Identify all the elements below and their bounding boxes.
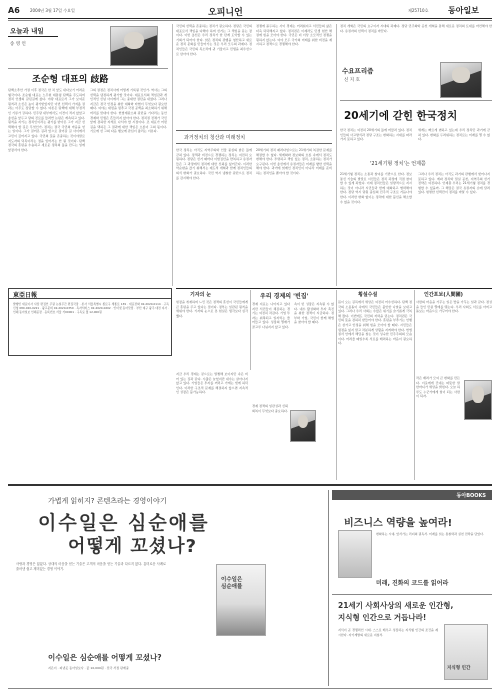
author-name: 송 영 언 <box>10 42 26 47</box>
middle-body-lower-left: 한국 정치는 아직도 지역주의와 인물 중심의 낡은 틀에 갇혀 있다. 정책과 비전으로 경쟁하는 정치는 여전히 요원하다. 정당은 선거 때마다 이합집산을 반복하고 유권자들은 그 과정에서 정치에 대한 신뢰를 잃어간다. 이러한 악순환을 끊기 위해서는 제도적 개혁과 함께 정치인들의 의식 변화가 필요하다. 국민 역시 냉철한 판단으로 정치를 감시해야 한다. <box>176 148 252 180</box>
column-prism <box>340 24 492 286</box>
strip-divider <box>250 290 251 370</box>
ad-top-rule <box>8 484 492 486</box>
middle-body-lower-right: 20세기의 정치 패러다임으로는 21세기의 복잡한 문제를 해결할 수 없다. 세계화와 정보화의 흐름 속에서 정치도 변해야 한다. 투명하고 책임 있는 정치, 소통하는 정치가 요구된다. 이번 총선에서 유권자들은 미래를 향한 선택을 해야 한다. 과거에 얽매인 정치인이 아니라 미래를 준비하는 정치인을 뽑아야 할 것이다. <box>256 148 332 175</box>
ad-right-headline: 비즈니스 역량을 높여라! <box>344 518 453 529</box>
strip-author-photo <box>290 410 316 442</box>
section-title: 오피니언 <box>208 8 243 18</box>
author-name: 신 지 호 <box>344 78 360 83</box>
title-rule <box>340 100 492 101</box>
ad-right-header <box>332 490 492 500</box>
ad-tagline: 가볍게 읽히지? 콘텐츠라는 경영이야기 <box>48 497 167 505</box>
ad-book-cover <box>216 564 266 636</box>
column-label: 오늘과 내일 <box>10 27 44 35</box>
author-photo <box>110 26 158 66</box>
header-rule-thin <box>8 20 492 21</box>
issue-number: 제25710호 <box>408 8 429 13</box>
ad-bottom-rule <box>8 688 492 689</box>
strip-rule <box>176 288 492 289</box>
masthead-title-bar <box>9 289 171 299</box>
subsection-box <box>176 130 332 144</box>
prism-body-left: 한국 정치는 여전히 20세기의 틀에 머물러 있다. 정치인들의 사고방식과 정당 구조는 변화하는 시대를 따라가지 못하고 있다. <box>340 128 412 142</box>
strip-body-lower: 작은 배려가 모여 큰 변화를 만든다. 이웃에게 건네는 따뜻한 말 한마디가 세상을 밝힌다. 오늘 하루도 누군가에게 힘이 되는 사람이 되자. <box>416 376 460 399</box>
strip-divider <box>414 290 415 480</box>
book-cover-title: 이수일은 심순애를 <box>221 577 243 590</box>
issue-date: 2004년 3월 17일 수요일 <box>30 8 75 13</box>
strip-body: 봄이 오는 길목에서 세상은 여전히 어수선하다. 탄핵 정국의 소용돌이 속에서 국민들은 불안한 나날을 보내고 있다. 그러나 우리 사회는 수많은 위기를 슬기롭게 극복해 왔다. 이번에도 국민의 저력을 믿는다. 정치권은 국민의 뜻을 겸허히 받들어야 한다. 혼란을 부추기는 언행은 삼가고 안정을 위해 힘을 모아야 할 때다. 시민들은 냉정을 잃지 말고 차분하게 상황을 지켜봐야 한다. 헌법 질서 안에서 해답을 찾는 것이 성숙한 민주주의의 모습이다. 어려울 때일수록 서로를 배려하는 마음이 필요하다. <box>338 300 412 346</box>
column-title: 조순형 대표의 歧路 <box>32 75 109 85</box>
strip-label: 기자의 눈 <box>190 292 212 298</box>
masthead-box <box>8 288 172 356</box>
column-today-tomorrow <box>8 24 168 286</box>
column-title: 20세기에 갇힌 한국정치 <box>344 110 458 122</box>
ad-small-info: 지은이 · 펴낸곳 동아일보사 · 값 10,000원 · 전국 서점 판매중 <box>48 666 129 670</box>
strip-col-hoengseol <box>338 290 412 480</box>
ad-right-book-1 <box>338 530 372 578</box>
column-body-left: 탄핵소추안 가결 이후 정국은 한 치 앞도 내다보기 어려운 형국이다. 조순형 대표는 노무현 대통령 탄핵을 주도하며 정치 인생의 갈림길에 섰다. 야당 대표로서 그가 보여준 원칙과 소신은 높이 평가받았지만 이번 선택이 가져올 결과는 아무도 장담할 수 없다. 여론은 탄핵에 대해 부정적인 기류가 강하다. 민주당 내부에서도 이견이 적지 않았고 총선을 앞두고 당의 진로를 둘러싼 논란은 계속되고 있다. 원칙을 지키는 정치인이라는 평가를 받아온 그가 지금 선택해야 할 길은 무엇인가. 정치는 결국 국민의 마음을 얻는 일이다. 그가 걸어온 길과 앞으로 걸어갈 길 사이에서 고민이 깊어지고 있다. 국민의 뜻을 존중하는 것이야말로 지도자의 덕목이라는 점을 잊어서는 안 될 것이다. 탄핵 정국의 혼란을 수습하고 새로운 정치의 틀을 만드는 일에 앞장서야 한다. <box>8 88 85 152</box>
ad-headline-1: 이수일은 심순애를 <box>38 512 210 534</box>
strip-body: 현장을 취재하며 느낀 것은 정책의 혼선이 국민들에게 큰 혼란을 주고 있다는 점이다. 정부는 일관된 원칙을 세워야 한다. 기자의 눈으로 본 현실은 생각보다 심각했다. <box>176 300 248 318</box>
ad-divider <box>328 490 329 686</box>
strip-divider <box>336 290 337 480</box>
strip-label: 인간포보(人間圃) <box>424 292 463 298</box>
prism-body-top: 정치 개혁은 국민의 요구이자 시대의 과제다. 정당 민주화와 공천 개혁을 통해 새로운 정치의 토대를 마련해야 한다. 유권자의 선택이 정치를 바꾼다. <box>340 24 492 33</box>
prism-body-lower-left: 21세기형 정치는 소통과 참여를 기반으로 한다. 정보통신 기술의 발달로 시민들은 정치 과정에 직접 참여할 수 있게 되었다. 이제 정치인들은 일방적으로 지시하는 것이 아니라 시민들과 함께 대화하고 협력해야 한다. 정당 역시 당원 중심의 민주적 구조로 거듭나야 한다. 이러한 변화 없이는 정치에 대한 불신을 해소할 수 없을 것이다. <box>340 172 412 204</box>
column-label: 수요프리즘 <box>342 67 374 75</box>
ad-right-headline2-2: 지식형 인간으로 거듭나라! <box>338 613 427 622</box>
column-photo <box>464 380 492 420</box>
ad-right-sub: 미래, 진화의 코드를 읽어라 <box>376 580 449 587</box>
strip-economy-lower: 지금 우리 경제는 겉으로는 멀쩡해 보이지만 속은 비어 있는 집과 같다. 수출은 늘었지만 내수는 살아나지 않고 있다. 기업들은 투자를 꺼리고 가계는 빚에 허덕인다. 이러한 구조적 문제를 해결하지 않으면 지속적인 성장은 불가능하다. <box>176 372 248 395</box>
middle-body-top-2: 정쟁에 몰두하는 사이 경제는 어려워지고 서민들의 삶은 더욱 팍팍해지고 있다. 정치권은 이제라도 민생 현안 해결에 힘을 모아야 한다. 국민은 더 이상 소모적인 정쟁을 원하지 않는다. 여야 모두 국가의 미래를 위한 비전을 제시하고 정책으로 경쟁해야 한다. <box>256 24 332 47</box>
strip-economy-lower-2: 경제 정책의 일관성과 신뢰 회복이 무엇보다 중요하다. <box>252 404 288 413</box>
column-divider-2 <box>336 24 337 286</box>
middle-body-top: 국민의 선택을 존중하는 정치가 필요하다. 정당은 국민의 대표로서 책임을 다해야 하며 선거는 그 책임을 묻는 장이다. 이번 총선은 우리 정치가 한 단계 도약할 수 있는 기회가 되어야 한다. 낡은 정치의 관행을 청산하고 새로운 정치 문화를 만들어가는 것은 우리 모두의 과제다. 정치인들은 국민의 목소리에 귀 기울이고 민생을 최우선으로 삼아야 한다. <box>176 24 252 56</box>
ad-right-headline2-1: 21세기 사회사상의 새로운 인간형, <box>338 601 454 610</box>
ad-book-title: 이수일은 심순애를 어떻게 꼬셨나? <box>48 653 162 662</box>
strip-label: 우리 경제의 '빈집' <box>260 293 309 300</box>
subsection-title: 과거정치의 청산과 미래정치 <box>184 135 246 141</box>
masthead-title: 東亞日報 <box>13 292 38 299</box>
strip-body-left: 경제 지표는 나아지고 있다지만 서민들이 체감하는 경기는 여전히 차갑다. 기업 투자는 위축되고 일자리는 줄어들고 있다. 성장의 열매가 골고루 나눠지지 않고 있다. <box>252 302 290 329</box>
ad-right-body-2: 지식이 곧 경쟁력인 시대. 스스로 배우고 성장하는 지식형 인간의 조건을 제시한다. 자기계발의 새로운 지침서. <box>338 628 438 637</box>
masthead-info: 발행인 대표이사 사장 편집인 주필 논설주간 편집국장 · 본사 서울특별시 종로구 세종로 139 · 대표전화 02-2020-0114 · 구독신청 080-020-0221 · 광고문의 02-2020-0350 · 독자서비스 02-2020-0202 · 인터넷 동아닷컴 · 부산 대구 광주 대전 지사 · 인쇄 동아일보 인쇄공장 · 등록번호 서울 가00001 · 구독료 월 12,000원 <box>13 302 169 315</box>
ad-headline-2: 어떻게 꼬셨나? <box>68 536 198 557</box>
page-header <box>8 4 492 18</box>
prism-body-lower-right: 그러나 우리 정치는 아직도 과거의 관행에서 벗어나지 못하고 있다. 계파 정치와 밀실 공천, 지역주의 선거 전략은 여전하다. 언제쯤 우리는 21세기형 정치를 경험할 수 있을까. 그 해답은 결국 유권자의 손에 달려 있다. 현명한 선택만이 정치를 바꿀 수 있다. <box>418 172 490 195</box>
ad-right-brand: 동아BOOKS <box>456 493 486 499</box>
ad-right-body: 변화하는 시대, 앞서가는 리더의 필독서. 미래를 읽는 통찰력과 실천 전략을 담았다. <box>376 532 485 536</box>
column-label-rule <box>8 36 58 37</box>
header-rule <box>8 18 492 19</box>
column-divider <box>172 24 173 286</box>
ad-right-book-title: 지식형 인간 <box>447 666 471 671</box>
page-number: A6 <box>8 6 20 15</box>
ad-right <box>332 490 492 686</box>
strip-label: 횡설수설 <box>358 292 378 298</box>
prism-body-right: 세계는 빠르게 변하고 있는데 우리 정치만 과거에 갇혀 있다. 변화를 두려워하는 정치로는 미래를 열 수 없다. <box>418 128 490 142</box>
ad-body: 사랑과 경영은 닮았다. 상대의 마음을 얻는 기술은 고객의 마음을 얻는 기술과 다르지 않다. 흥미로운 사례로 풀어낸 쉽고 재미있는 경영 이야기. <box>16 562 166 571</box>
ad-right-rule <box>332 594 492 595</box>
strip-body: 사람의 마음을 가꾸는 일은 밭을 가꾸는 일과 같다. 정성을 들인 만큼 열매를 맺는다. 우리 사회도 서로를 아끼고 돌보는 마음으로 가꾸어야 한다. <box>416 300 492 314</box>
prism-subtitle: '21세기형 정치'는 언제쯤 <box>370 161 426 167</box>
title-rule <box>8 68 168 69</box>
strip-col-human <box>416 290 492 480</box>
ad-left <box>8 490 324 686</box>
author-photo <box>440 62 482 98</box>
ad-right-book-2 <box>444 624 488 680</box>
prism-subtitle-box <box>340 158 492 170</box>
strip-body-right: 속이 빈 성장은 지속될 수 없다. 내수 활성화와 투자 촉진을 위한 정책이 시급하다. 정부와 기업, 국민이 함께 해법을 찾아야 할 때다. <box>294 302 334 325</box>
column-body-right: 그의 결정은 정치사에 어떻게 기록될 것인가. 역사는 그의 선택을 냉정하게 평가할 것이다. 대표로서의 책임감과 개인적인 신념 사이에서 그는 중대한 결단을 내렸다. 그러나 지금은 정국 안정을 위한 대화와 타협이 무엇보다 필요한 때다. 여야는 대립을 멈추고 국정 공백을 최소화하기 위해 머리를 맞대야 한다. 헌법재판소의 판단을 기다리는 동안 경제와 민생은 흔들리지 않아야 한다. 정치권 전체가 국민 앞에 겸허한 자세로 나서야 할 시점이다. 조 대표가 어떤 길을 택하든 그 결과에 대한 책임은 오롯이 그의 몫이다. 기로에 선 그의 다음 행보에 관심이 쏠리는 이유다. <box>90 88 167 134</box>
paper-name: 동아일보 <box>448 6 479 15</box>
